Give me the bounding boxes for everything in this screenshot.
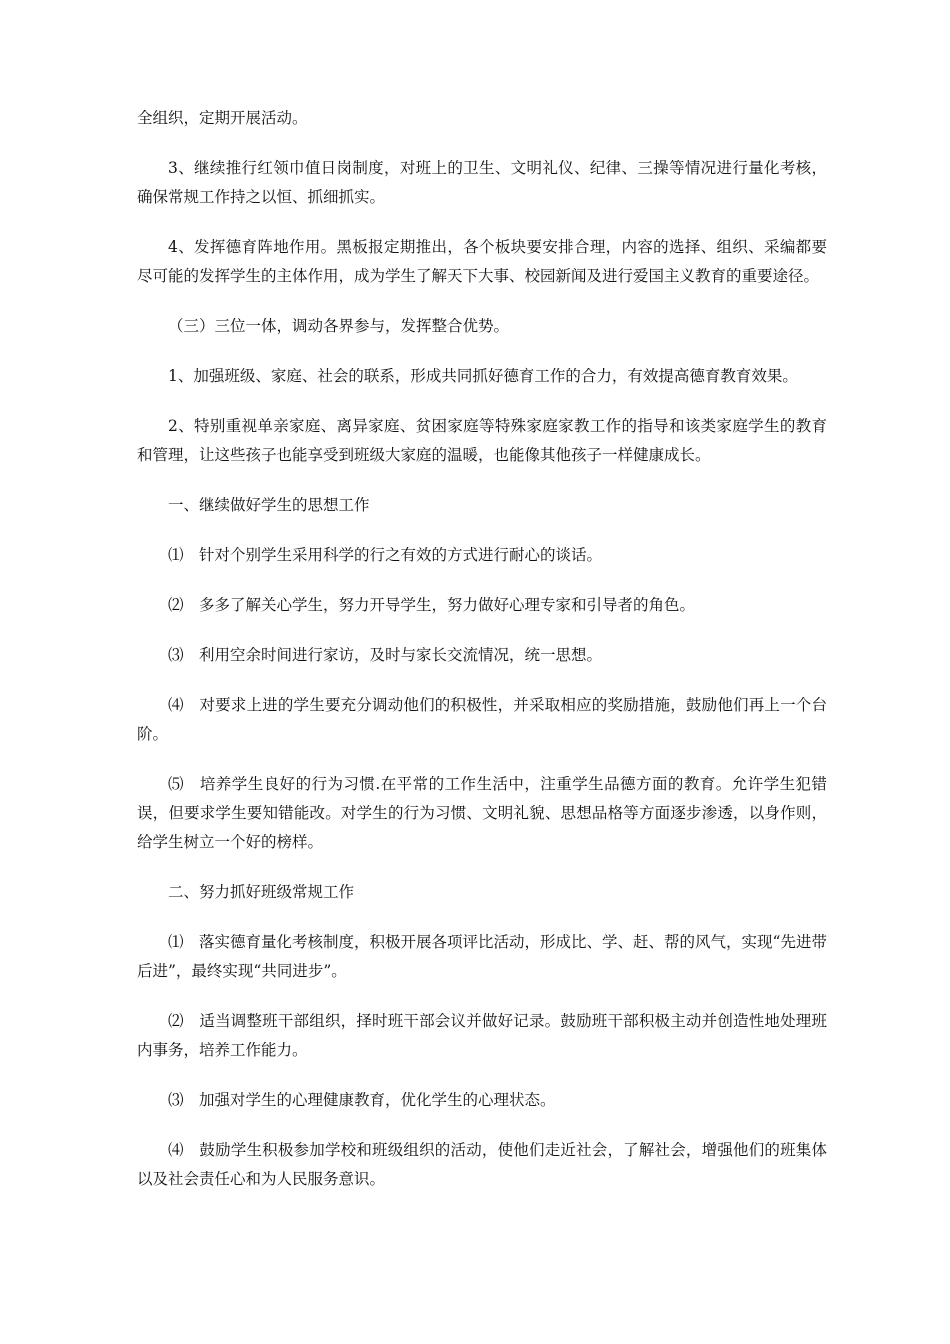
section-heading-one: 一、继续做好学生的思想工作 (168, 496, 370, 514)
paragraph-item-4: 4、发挥德育阵地作用。黑板报定期推出，各个板块要安排合理，内容的选择、组织、采编都要尽可能的发挥学生的主体作用，成为学生了解天下大事、校园新闻及进行爱国主义教育的重要途径。 (137, 238, 827, 285)
list-item-4: ⑷ 对要求上进的学生要充分调动他们的积极性，并采取相应的奖励措施，鼓励他们再上一个台阶。 (137, 696, 827, 743)
paragraph-continuation: 全组织，定期开展活动。 (137, 109, 308, 127)
list-item-5: ⑸ 培养学生良好的行为习惯.在平常的工作生活中，注重学生品德方面的教育。允许学生犯错误，但要求学生要知错能改。对学生的行为习惯、文明礼貌、思想品格等方面逐步渗透，以身作则，给学生树立一个好的榜样。 (137, 775, 827, 851)
list-item-2: ⑵ 适当调整班干部组织，择时班干部会议并做好记录。鼓励班干部积极主动并创造性地处理班内事务，培养工作能力。 (137, 1012, 827, 1059)
list-item-3: ⑶ 加强对学生的心理健康教育，优化学生的心理状态。 (168, 1091, 556, 1109)
list-item-1: ⑴ 针对个别学生采用科学的行之有效的方式进行耐心的谈话。 (168, 546, 603, 564)
list-item-3: ⑶ 利用空余时间进行家访，及时与家长交流情况，统一思想。 (168, 646, 603, 664)
section-heading-two: 二、努力抓好班级常规工作 (168, 883, 355, 901)
list-item-2: ⑵ 多多了解关心学生，努力开导学生，努力做好心理专家和引导者的角色。 (168, 596, 696, 614)
list-item-1: ⑴ 落实德育量化考核制度，积极开展各项评比活动，形成比、学、赶、帮的风气，实现“先进带后进”，最终实现“共同进步”。 (137, 933, 827, 980)
paragraph-item-1: 1、加强班级、家庭、社会的联系，形成共同抓好德育工作的合力，有效提高德育教育效果。 (168, 367, 798, 385)
section-heading-three: （三）三位一体，调动各界参与，发挥整合优势。 (168, 317, 510, 335)
list-item-4: ⑷ 鼓励学生积极参加学校和班级组织的活动，使他们走近社会，了解社会，增强他们的班集体以及社会责任心和为人民服务意识。 (137, 1141, 827, 1188)
paragraph-item-2: 2、特别重视单亲家庭、离异家庭、贫困家庭等特殊家庭家教工作的指导和该类家庭学生的教育和管理，让这些孩子也能享受到班级大家庭的温暖，也能像其他孩子一样健康成长。 (137, 417, 827, 464)
document-page (137, 104, 827, 1215)
paragraph-item-3: 3、继续推行红领巾值日岗制度，对班上的卫生、文明礼仪、纪律、三操等情况进行量化考核，确保常规工作持之以恒、抓细抓实。 (137, 159, 827, 206)
